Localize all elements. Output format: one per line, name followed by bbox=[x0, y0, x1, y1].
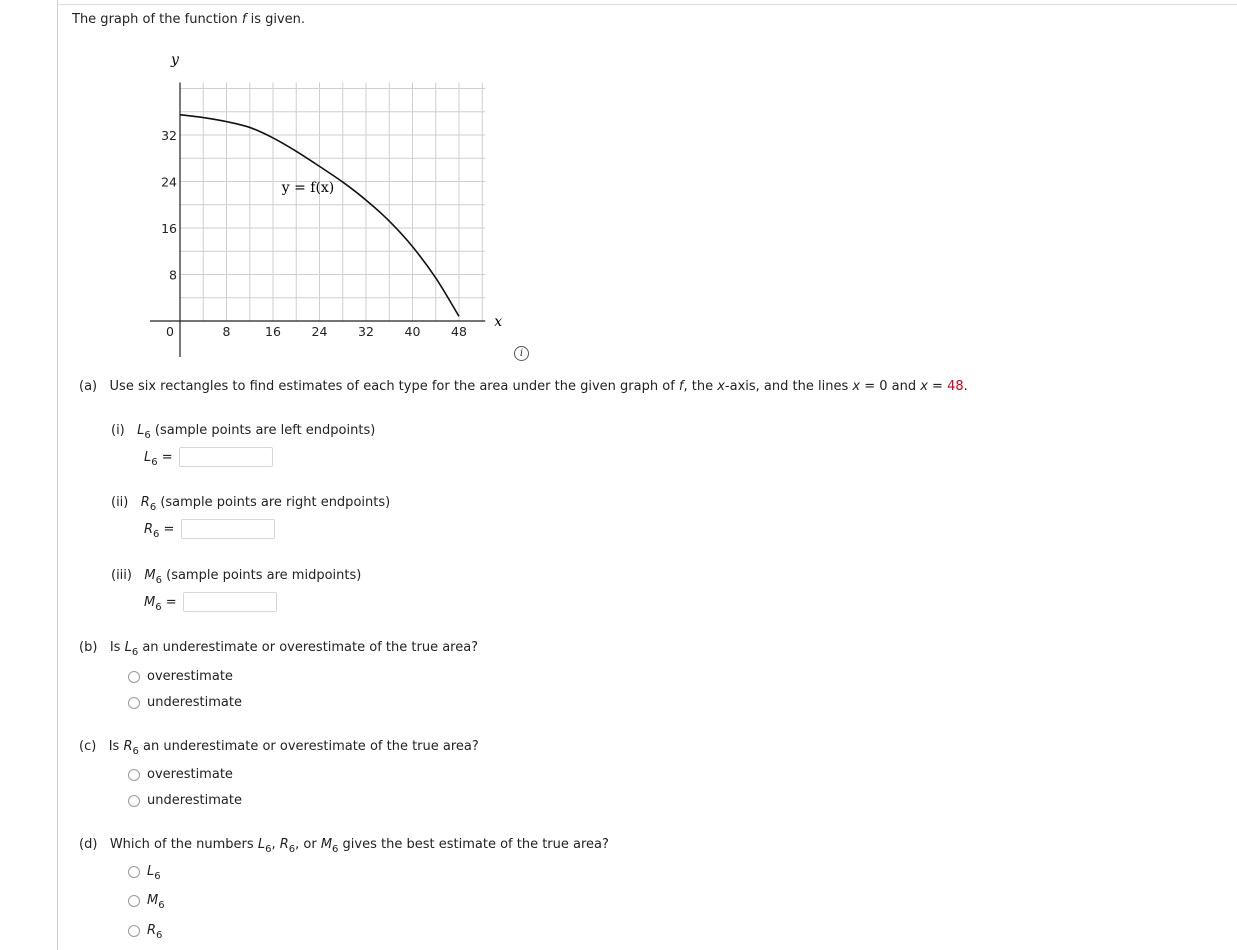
part-c-subscript: 6 bbox=[132, 746, 139, 757]
part-d-m6-radio[interactable] bbox=[128, 895, 140, 907]
graph-tick-labels bbox=[161, 128, 467, 339]
l6-equation-label bbox=[144, 450, 173, 468]
x-tick-label: 40 bbox=[404, 324, 421, 339]
part-a-i-heading bbox=[111, 423, 376, 441]
part-d-l6-label[interactable] bbox=[147, 864, 161, 882]
y-tick-label: 24 bbox=[161, 174, 177, 190]
part-d-q2: gives the best estimate of the true area? bbox=[338, 837, 609, 852]
part-d-sub-l: 6 bbox=[265, 844, 272, 855]
part-a-i-subscript: 6 bbox=[144, 430, 151, 441]
x-tick-label: 16 bbox=[265, 324, 281, 339]
part-b-label: (b) bbox=[79, 640, 98, 655]
part-a-i-number: (i) bbox=[111, 423, 125, 438]
intro-prefix: The graph of the function bbox=[72, 12, 242, 27]
part-a-iii-heading bbox=[111, 568, 362, 586]
part-a-ii-description: (sample points are right endpoints) bbox=[156, 495, 391, 510]
r6-label-subscript: 6 bbox=[153, 529, 160, 540]
part-d-q1: Which of the numbers bbox=[109, 837, 258, 852]
part-a-eq1-var: x bbox=[852, 379, 861, 394]
part-a-eq2-var: x bbox=[920, 379, 928, 394]
part-d-r6-subscript: 6 bbox=[156, 930, 163, 941]
part-a-end: . bbox=[963, 379, 968, 394]
part-c-overestimate-radio[interactable] bbox=[128, 769, 140, 781]
part-d-comma2: , or bbox=[295, 837, 321, 852]
m6-answer-input[interactable] bbox=[183, 592, 277, 612]
m6-label-symbol: M bbox=[144, 595, 156, 610]
part-d-sym-m: M bbox=[320, 837, 333, 852]
r6-answer-input[interactable] bbox=[181, 519, 275, 539]
x-tick-label: 24 bbox=[311, 324, 328, 339]
part-c-overestimate-label[interactable]: overestimate bbox=[147, 767, 233, 782]
x-tick-label: 0 bbox=[166, 324, 174, 339]
y-axis-label: y bbox=[171, 52, 179, 68]
part-d-m6-symbol: M bbox=[147, 893, 159, 908]
m6-equation-label bbox=[144, 595, 177, 613]
function-graph bbox=[140, 45, 530, 365]
part-c-q1: Is bbox=[108, 739, 124, 754]
part-a-question bbox=[79, 379, 968, 394]
part-d-r6-symbol: R bbox=[147, 923, 157, 938]
l6-label-subscript: 6 bbox=[151, 457, 158, 468]
part-d-sym-r: R bbox=[279, 837, 289, 852]
part-b-subscript: 6 bbox=[131, 647, 139, 658]
part-c-label: (c) bbox=[79, 739, 97, 754]
part-b-underestimate-radio[interactable] bbox=[128, 697, 140, 709]
part-a-ii-number: (ii) bbox=[111, 495, 129, 510]
part-d-sub-m: 6 bbox=[332, 844, 339, 855]
part-d-l6-subscript: 6 bbox=[154, 871, 161, 882]
part-a-iii-subscript: 6 bbox=[155, 575, 162, 586]
part-d-question bbox=[79, 837, 609, 855]
content-frame-left-border bbox=[57, 0, 58, 950]
part-a-iii-description: (sample points are midpoints) bbox=[161, 568, 362, 583]
part-a-eq2-value: 48 bbox=[947, 379, 964, 394]
part-d-l6-symbol: L bbox=[147, 864, 155, 879]
r6-equation-label bbox=[144, 522, 175, 540]
part-a-eq2-eq: = bbox=[927, 379, 948, 394]
part-a-xvar: x bbox=[717, 379, 725, 394]
x-tick-label: 32 bbox=[358, 324, 374, 339]
part-d-l6-radio[interactable] bbox=[128, 866, 140, 878]
m6-label-subscript: 6 bbox=[155, 602, 162, 613]
intro-suffix: is given. bbox=[246, 12, 306, 27]
part-c-underestimate-radio[interactable] bbox=[128, 795, 140, 807]
y-tick-label: 16 bbox=[161, 221, 177, 236]
part-b-overestimate-radio[interactable] bbox=[128, 671, 140, 683]
part-b-symbol: L bbox=[124, 640, 132, 655]
part-a-i-description: (sample points are left endpoints) bbox=[150, 423, 376, 438]
y-tick-label: 32 bbox=[161, 128, 177, 143]
part-a-ii-subscript: 6 bbox=[149, 502, 157, 513]
part-a-ii-symbol: R bbox=[140, 495, 150, 510]
content-frame-top-border bbox=[57, 4, 1237, 5]
x-tick-label: 8 bbox=[222, 324, 231, 339]
part-a-text3: -axis, and the lines bbox=[724, 379, 853, 394]
part-a-iii-number: (iii) bbox=[111, 568, 132, 583]
part-d-r6-radio[interactable] bbox=[128, 925, 140, 937]
part-c-q2: an underestimate or overestimate of the true area? bbox=[138, 739, 479, 754]
intro-text bbox=[72, 12, 305, 27]
part-a-i-symbol: L bbox=[137, 423, 145, 438]
x-tick-label: 48 bbox=[451, 324, 467, 339]
part-c-symbol: R bbox=[123, 739, 133, 754]
l6-answer-input[interactable] bbox=[179, 447, 273, 467]
part-b-question bbox=[79, 640, 479, 658]
part-a-f: f bbox=[678, 379, 684, 394]
part-a-ii-heading bbox=[111, 495, 391, 513]
l6-label-equals: = bbox=[157, 450, 173, 465]
part-d-sub-r: 6 bbox=[288, 844, 296, 855]
part-b-underestimate-label[interactable]: underestimate bbox=[147, 695, 242, 710]
part-a-text2: , the bbox=[683, 379, 718, 394]
part-a-eq1-rest: = 0 and bbox=[860, 379, 921, 394]
part-b-q2: an underestimate or overestimate of the true area? bbox=[138, 640, 479, 655]
l6-label-symbol: L bbox=[144, 450, 152, 465]
part-c-question bbox=[79, 739, 479, 757]
part-b-q1: Is bbox=[109, 640, 125, 655]
m6-label-equals: = bbox=[161, 595, 177, 610]
info-icon[interactable]: i bbox=[514, 346, 529, 361]
part-d-sym-l: L bbox=[257, 837, 266, 852]
intro-function-name: f bbox=[241, 12, 247, 27]
part-d-m6-label[interactable] bbox=[147, 893, 165, 911]
part-d-r6-label[interactable] bbox=[147, 923, 163, 941]
r6-label-equals: = bbox=[159, 522, 175, 537]
curve-label: y = f(x) bbox=[281, 179, 335, 196]
part-d-comma1: , bbox=[271, 837, 280, 852]
part-c-underestimate-label[interactable]: underestimate bbox=[147, 793, 242, 808]
part-a-label: (a) bbox=[79, 379, 98, 394]
part-d-m6-subscript: 6 bbox=[158, 900, 165, 911]
x-axis-label: x bbox=[494, 314, 503, 330]
graph-axes bbox=[150, 83, 485, 358]
r6-label-symbol: R bbox=[144, 522, 154, 537]
part-a-text1: Use six rectangles to find estimates of each type for the area under the given graph of bbox=[109, 379, 679, 394]
part-b-overestimate-label[interactable]: overestimate bbox=[147, 669, 233, 684]
y-tick-label: 8 bbox=[169, 267, 177, 283]
part-d-label: (d) bbox=[79, 837, 98, 852]
part-a-iii-symbol: M bbox=[144, 568, 156, 583]
